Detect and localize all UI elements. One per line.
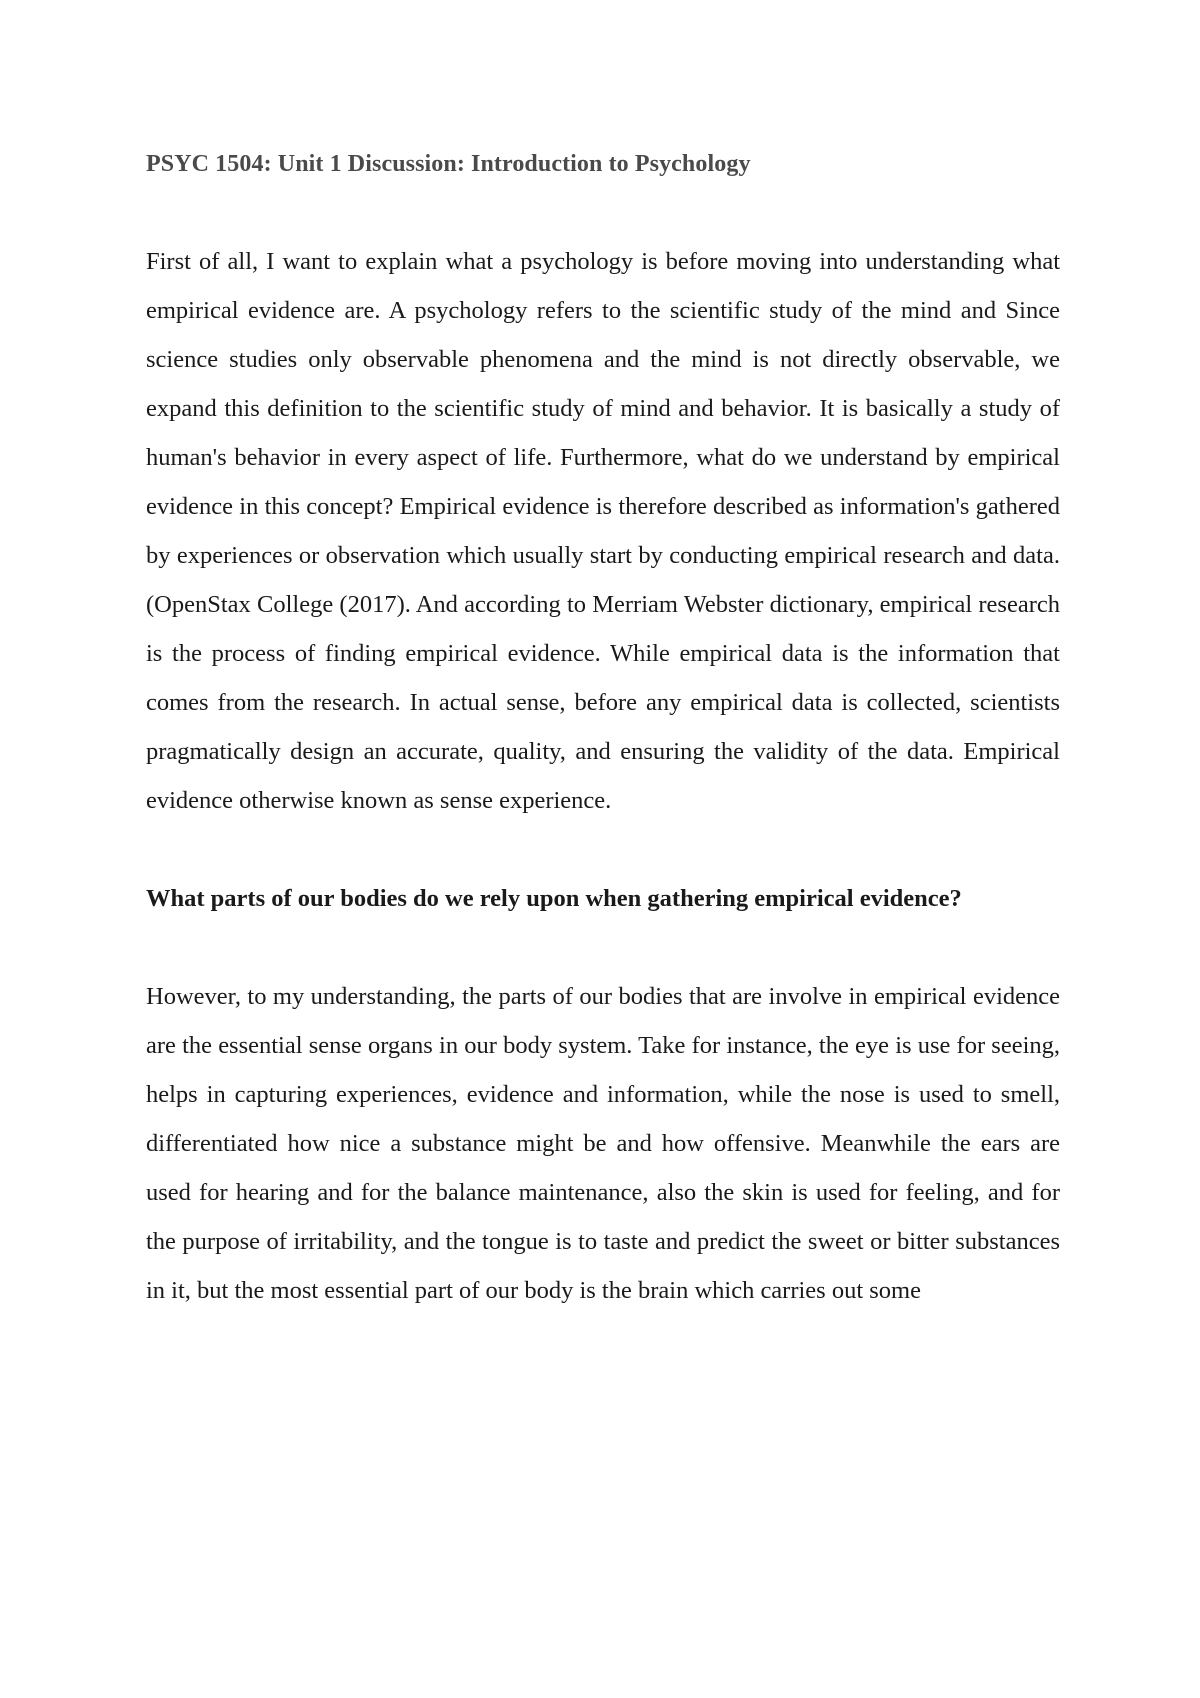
question-heading: What parts of our bodies do we rely upon when gathering empirical evidence? <box>146 885 962 912</box>
document-title: PSYC 1504: Unit 1 Discussion: Introduction to Psychology <box>146 151 751 177</box>
answer-paragraph: However, to my understanding, the parts of our bodies that are involve in empirical evidence are the essential sense organs in our body system. Take for instance, the eye is use for seeing, helps in capturing experiences, evidence and information, while the nose is used to smell, differentiated how nice a substance might be and how offensive. Meanwhile the ears are used for hearing and for the balance maintenance, also the skin is used for feeling, and for the purpose of irritability, and the tongue is to taste and predict the sweet or bitter substances in it, but the most essential part of our body is the brain which carries out some <box>146 983 1060 1304</box>
document-body <box>146 140 1060 1315</box>
intro-paragraph: First of all, I want to explain what a psychology is before moving into understanding what empirical evidence are. A psychology refers to the scientific study of the mind and Since science studies only observable phenomena and the mind is not directly observable, we expand this definition to the scientific study of mind and behavior. It is basically a study of human's behavior in every aspect of life. Furthermore, what do we understand by empirical evidence in this concept? Empirical evidence is therefore described as information's gathered by experiences or observation which usually start by conducting empirical research and data. (OpenStax College (2017). And according to Merriam Webster dictionary, empirical research is the process of finding empirical evidence. While empirical data is the information that comes from the research. In actual sense, before any empirical data is collected, scientists pragmatically design an accurate, quality, and ensuring the validity of the data. Empirical evidence otherwise known as sense experience. <box>146 248 1060 814</box>
